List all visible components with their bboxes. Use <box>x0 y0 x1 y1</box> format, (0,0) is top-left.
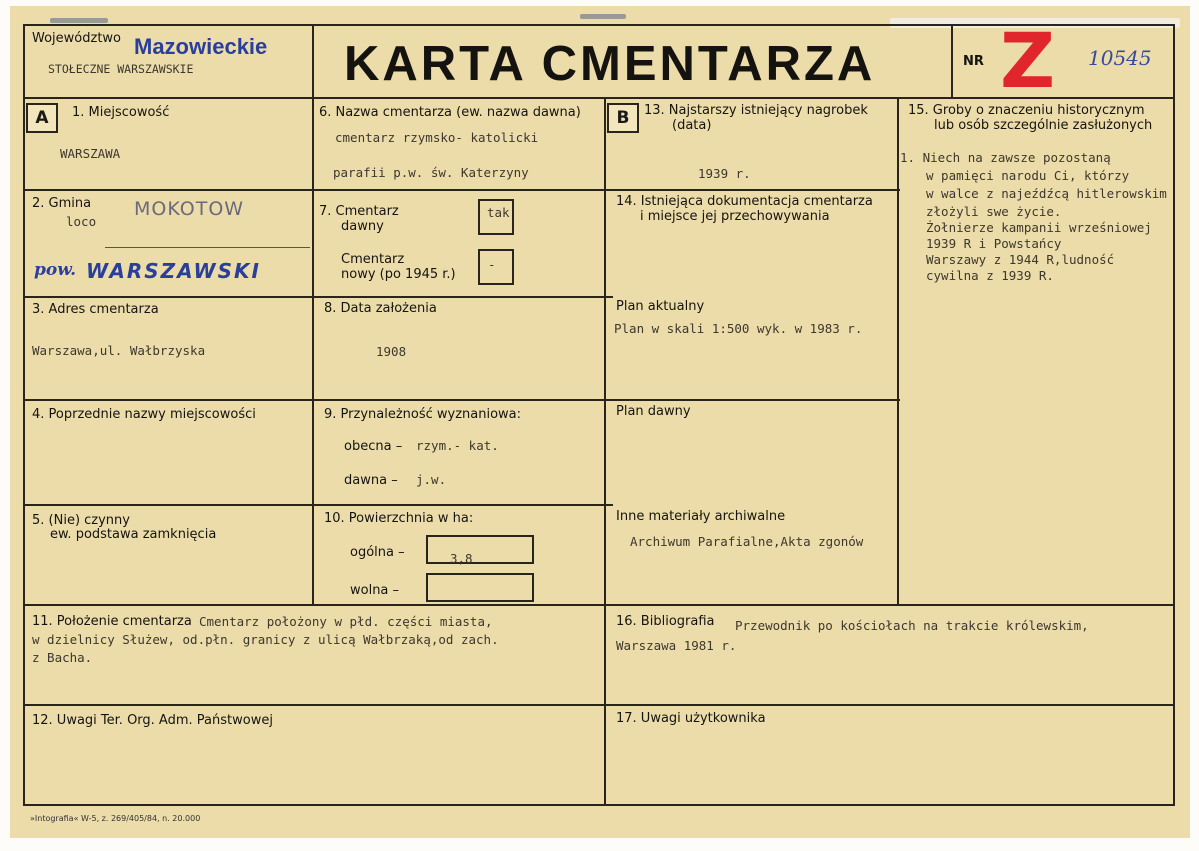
field-9-obecna-label: obecna – <box>344 439 403 454</box>
field-15-line: 1939 R i Powstańcy <box>926 236 1062 251</box>
field-10-label: 10. Powierzchnia w ha: <box>324 511 474 526</box>
field-6-label: 6. Nazwa cmentarza (ew. nazwa dawna) <box>319 105 581 120</box>
field-17-label: 17. Uwagi użytkownika <box>616 711 766 726</box>
field-9-dawna-value: j.w. <box>416 472 447 487</box>
field-15-line: cywilna z 1939 R. <box>926 268 1054 283</box>
field-7-label-nowy-2: nowy (po 1945 r.) <box>341 267 456 282</box>
field-14-label-line1: 14. Istniejąca dokumentacja cmentarza <box>616 194 873 209</box>
field-14-inne-value: Archiwum Parafialne,Akta zgonów <box>630 534 864 549</box>
field-6-line1: cmentarz rzymsko- katolicki <box>335 130 539 145</box>
nr-letter-stamp: Z <box>1000 16 1056 105</box>
wojewodztwo-value: Mazowieckie <box>134 34 268 59</box>
field-15-label-line1: 15. Groby o znaczeniu historycznym <box>908 103 1145 118</box>
field-7-label-dawny-2: dawny <box>341 219 384 234</box>
field-9-dawna-label: dawna – <box>344 473 398 488</box>
field-7-dawny-value: tak <box>487 205 510 220</box>
field-14-label-line2: i miejsce jej przechowywania <box>640 209 830 224</box>
field-15-line: w pamięci narodu Ci, którzy <box>926 168 1130 183</box>
field-7-label-nowy-1: Cmentarz <box>341 252 405 267</box>
field-12-label: 12. Uwagi Ter. Org. Adm. Państwowej <box>32 713 273 728</box>
field-3-value: Warszawa,ul. Wałbrzyska <box>32 343 206 358</box>
field-15-line: złożyli swe życie. <box>926 204 1062 219</box>
field-1-label: 1. Miejscowość <box>72 105 170 120</box>
nr-number: 10545 <box>1088 46 1152 70</box>
field-16-label: 16. Bibliografia <box>616 614 715 629</box>
field-2-pow-value: WARSZAWSKI <box>86 259 261 283</box>
field-16-line1: Przewodnik po kościołach na trakcie królewskim, <box>735 618 1089 633</box>
field-15-line: Żołnierze kampanii wrześniowej <box>926 220 1152 235</box>
field-14-plan-aktualny-label: Plan aktualny <box>616 299 705 314</box>
field-7-label-dawny-1: 7. Cmentarz <box>319 204 399 219</box>
field-10-ogolna-label: ogólna – <box>350 545 405 560</box>
field-8-value: 1908 <box>376 344 407 359</box>
section-a-badge: A <box>26 103 58 133</box>
field-14-inne-label: Inne materiały archiwalne <box>616 509 786 524</box>
footer-imprint: »Intografia« W-5, z. 269/405/84, n. 20.000 <box>30 814 201 823</box>
field-15-label-line2: lub osób szczególnie zasłużonych <box>934 118 1153 133</box>
field-15-line: w walce z najeźdźcą hitlerowskim <box>926 186 1167 201</box>
field-13-label-line2: (data) <box>672 118 712 133</box>
field-13-value: 1939 r. <box>698 166 751 181</box>
field-11-label: 11. Położenie cmentarza <box>32 614 192 629</box>
field-5-label-line1: 5. (Nie) czynny <box>32 513 130 528</box>
field-2-pow-prefix: pow. <box>34 260 77 280</box>
field-7-nowy-box <box>478 249 514 285</box>
cemetery-card <box>10 6 1190 838</box>
field-10-ogolna-box <box>426 535 534 564</box>
field-6-line2: parafii p.w. św. Katerzyny <box>333 165 529 180</box>
binder-clip-left <box>50 18 108 23</box>
field-3-label: 3. Adres cmentarza <box>32 302 159 317</box>
field-9-obecna-value: rzym.- kat. <box>416 438 499 453</box>
nr-label: NR <box>963 54 984 69</box>
field-14-plan-aktualny-value: Plan w skali 1:500 wyk. w 1983 r. <box>614 321 863 336</box>
field-7-nowy-value: - <box>488 257 496 272</box>
field-13-label-line1: 13. Najstarszy istniejący nagrobek <box>644 103 868 118</box>
field-1-value: WARSZAWA <box>60 146 121 161</box>
field-2-handwritten: MOKOTOW <box>134 198 245 220</box>
wojewodztwo-label: Województwo <box>32 31 122 46</box>
field-15-line: Warszawy z 1944 R,ludność <box>926 252 1115 267</box>
card-title: KARTA CMENTARZA <box>344 37 876 91</box>
field-11-line1: Cmentarz położony w płd. części miasta, <box>199 614 493 629</box>
field-10-ogolna-value: 3,8 <box>450 551 473 566</box>
field-11-line3: z Bacha. <box>32 650 93 665</box>
field-16-line2: Warszawa 1981 r. <box>616 638 737 653</box>
field-15-line: 1. Niech na zawsze pozostaną <box>900 150 1111 165</box>
field-11-line2: w dzielnicy Służew, od.płn. granicy z ulicą Wałbrzaką,od zach. <box>32 632 499 647</box>
field-10-wolna-box <box>426 573 534 602</box>
wojewodztwo-typed: STOŁECZNE WARSZAWSKIE <box>48 62 194 76</box>
field-5-label-line2: ew. podstawa zamknięcia <box>50 527 217 542</box>
field-9-label: 9. Przynależność wyznaniowa: <box>324 407 522 422</box>
section-b-badge: B <box>607 103 639 133</box>
field-2-typed: loco <box>66 214 97 229</box>
field-14-plan-dawny-label: Plan dawny <box>616 404 691 419</box>
binder-clip-mid <box>580 14 626 19</box>
field-2-label: 2. Gmina <box>32 196 92 211</box>
field-8-label: 8. Data założenia <box>324 301 437 316</box>
field-10-wolna-label: wolna – <box>350 583 400 598</box>
field-4-label: 4. Poprzednie nazwy miejscowości <box>32 407 256 422</box>
